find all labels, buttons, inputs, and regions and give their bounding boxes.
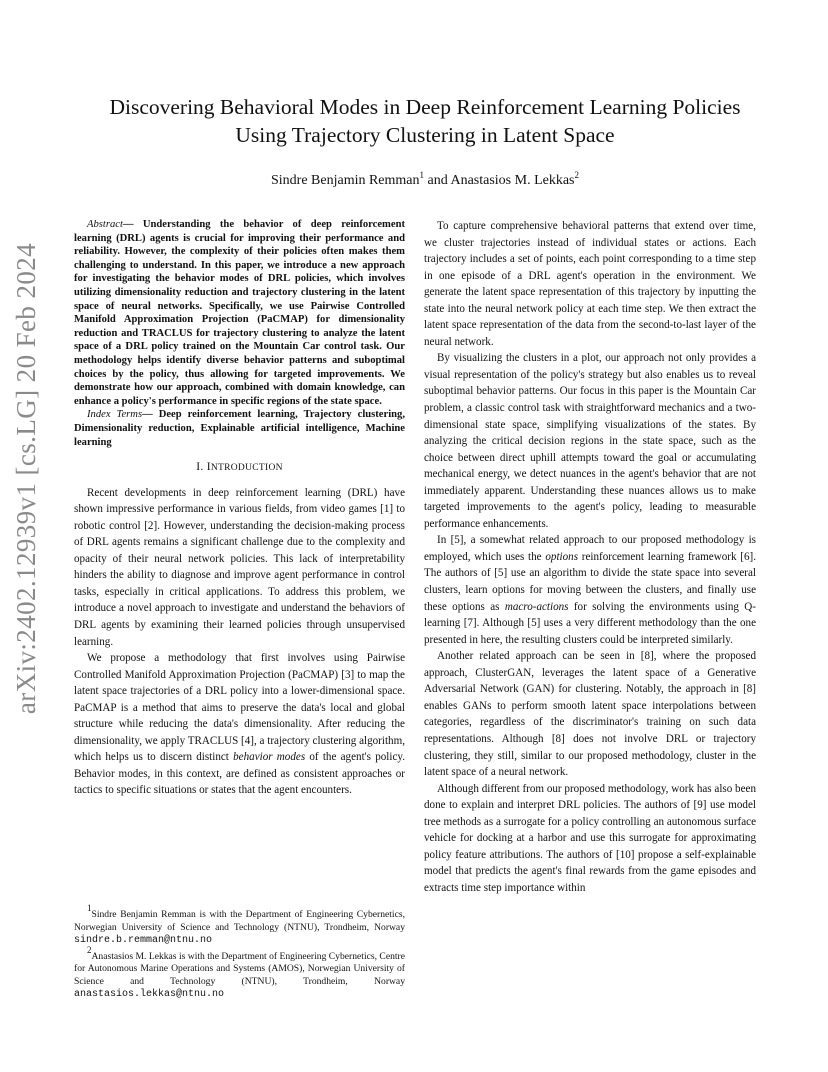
footnote-1-mark: 1	[87, 903, 92, 913]
section-first-letter: I	[206, 461, 211, 474]
author-2: Anastasios M. Lekkas	[450, 173, 575, 188]
title-line-2: Using Trajectory Clustering in Latent Space	[235, 123, 615, 147]
arxiv-stamp	[8, 242, 46, 715]
left-column	[74, 218, 405, 799]
abstract-label: Abstract	[87, 219, 123, 230]
index-terms-text: Deep reinforcement learning, Trajectory clustering, Dimensionality reduction, Explainable artificial intelligence, Machine learning	[74, 409, 405, 448]
right-paragraph-2: By visualizing the clusters in a plot, our approach not only provides a visual representation of the policy's strategy but also enables us to reveal suboptimal behavior patterns. Our focus in this paper is the Mountain Car problem, a classic control task with straightforward mechanics and a two-dimensional state space, simplifying visualizations of the states. By analyzing the critical decision regions in the state space, such as the choice between direct uphill attempts toward the goal or accumulating mechanical energy, we detect nuances in the agent's behavior that are not immediately apparent. Understanding these nuances allows us to make targeted improvements to the agent's policy, leading to measurable performance enhancements.	[424, 352, 756, 530]
index-terms	[74, 408, 405, 449]
section-numeral: I.	[196, 461, 207, 474]
abstract-dash: —	[122, 219, 143, 230]
footnote-1-text: Sindre Benjamin Remman is with the Department of Engineering Cybernetics, Norwegian University of Science and Technology (NTNU), Trondheim, Norway	[74, 909, 405, 933]
author-1-mark: 1	[419, 170, 425, 180]
author-1: Sindre Benjamin Remman	[270, 173, 420, 188]
intro-p2-em: behavior modes	[233, 751, 306, 764]
footnote-2-mark: 2	[87, 944, 92, 955]
right-p3-c: for solving the environments using Q-learning [7]. Although [5] uses a very different methodology than the one presented in here, the resulting clusters could be interpreted similarly.	[424, 600, 756, 646]
footnotes	[74, 903, 405, 1004]
author-2-mark: 2	[574, 170, 580, 180]
right-paragraph-5: Although different from our proposed methodology, work has also been done to explain and interpret DRL policies. The authors of [9] use model tree methods as a surrogate for a policy controlling an autonomous surface vehicle for docking at a harbor and use this surrogate for approximating policy feature attributions. The authors of [10] propose a self-explainable model that predicts the agent's final rewards from the game episodes and extracts time step importance within	[424, 782, 756, 894]
intro-p2-a: We propose a methodology that first involves using Pairwise Controlled Manifold Approximation Projection (PaCMAP) [3] to map the latent space trajectories of a DRL policy into a lower-dimensional space. PaCMAP is a method that aims to preserve the data's local and global structure while reducing the data's dimensionality. After reducing the dimensionality, we apply TRACLUS [4], a trajectory clustering algorithm, which helps us to discern distinct	[74, 652, 405, 764]
intro-paragraph-1: Recent developments in deep reinforcement learning (DRL) have shown impressive performance in various fields, from video games [1] to robotic control [2]. However, understanding the decision-making process of DRL agents remains a significant challenge due to the complexity and opacity of their neural network policies. This lack of interpretability hinders the ability to diagnose and improve agent performance in control tasks, especially in critical applications. To address this problem, we introduce a novel approach to investigate and understand the behaviors of DRL agents by examining their learned policies through unsupervised learning.	[74, 486, 405, 648]
right-p3-em2: macro-actions	[504, 600, 569, 613]
right-p3-b: reinforcement learning framework [6]. The authors of [5] use an algorithm to divide the state space into several clusters, learn options for moving between the clusters, and finally use these options as	[424, 550, 756, 613]
author-line	[70, 172, 780, 190]
arxiv-stamp-text: arXiv:2402.12939v1 [cs.LG] 20 Feb 2024	[11, 242, 42, 715]
footnote-2-email: anastasios.lekkas@ntnu.no	[74, 989, 225, 1000]
right-paragraph-3	[424, 532, 756, 648]
index-terms-label: Index Terms	[87, 409, 143, 421]
footnote-1	[74, 903, 405, 948]
paper-title	[70, 93, 780, 149]
footnote-2	[74, 944, 405, 1002]
footnote-1-email: sindre.b.remman@ntnu.no	[74, 935, 213, 946]
right-p3-em1: options	[545, 550, 579, 563]
footnote-2-text: Anastasios M. Lekkas is with the Department of Engineering Cybernetics, Centre for Autonomous Marine Operations and Systems (AMOS), Norwegian University of Science and Technology (NTNU), Trondheim, Norway	[74, 950, 405, 987]
section-heading-introduction	[74, 459, 405, 477]
title-line-1: Discovering Behavioral Modes in Deep Reinforcement Learning Policies	[109, 95, 741, 119]
abstract	[74, 218, 405, 408]
author-connector: and	[424, 173, 451, 188]
right-column	[424, 218, 756, 896]
right-p3-a: In [5], a somewhat related approach to our proposed methodology is employed, which uses the	[424, 534, 756, 563]
abstract-text: Understanding the behavior of deep reinforcement learning (DRL) agents is crucial for improving their performance and reliability. However, the complexity of their policies often makes them challenging to understand. In this paper, we introduce a new approach for investigating the behavior modes of DRL policies, which involves utilizing dimensionality reduction and trajectory clustering in the latent space of neural networks. Specifically, we use Pairwise Controlled Manifold Approximation Projection (PaCMAP) for dimensionality reduction and TRACLUS for trajectory clustering to analyze the latent space of a DRL policy trained on the Mountain Car control task. Our methodology helps identify diverse behavior patterns and suboptimal choices by the policy, thus allowing for targeted improvements. We demonstrate how our approach, combined with domain knowledge, can enhance a policy's performance in specific regions of the state space.	[74, 219, 406, 407]
right-paragraph-1: To capture comprehensive behavioral patterns that extend over time, we cluster trajectories instead of individual states or actions. Each trajectory includes a set of points, each point corresponding to a time step in one episode of a DRL agent's operation in the environment. We generate the latent space representation of this trajectory by inputting the state into the neural network policy at each time step. We then extract the latent space representation of the data from the second-to-last layer of the neural network.	[424, 220, 756, 348]
section-rest: NTRODUCTION	[210, 463, 283, 474]
intro-paragraph-2	[74, 650, 405, 799]
index-terms-dash: —	[142, 409, 159, 421]
right-paragraph-4: Another related approach can be seen in [8], where the proposed approach, ClusterGAN, leverages the latent space of a Generative Adversarial Network (GAN) for clustering. Notably, the approach in [8] enables GANs to perform smooth latent space interpolations between categories, regardless of the discriminator's training on such data representations. Although [8] does not involve DRL or trajectory clustering, they still, similar to our proposed methodology, cluster in the latent space of a neural network.	[424, 650, 756, 779]
intro-p2-b: of the agent's policy. Behavior modes, in this context, are defined as consistent approaches or tactics to specific situations or states that the agent encounters.	[74, 751, 405, 797]
